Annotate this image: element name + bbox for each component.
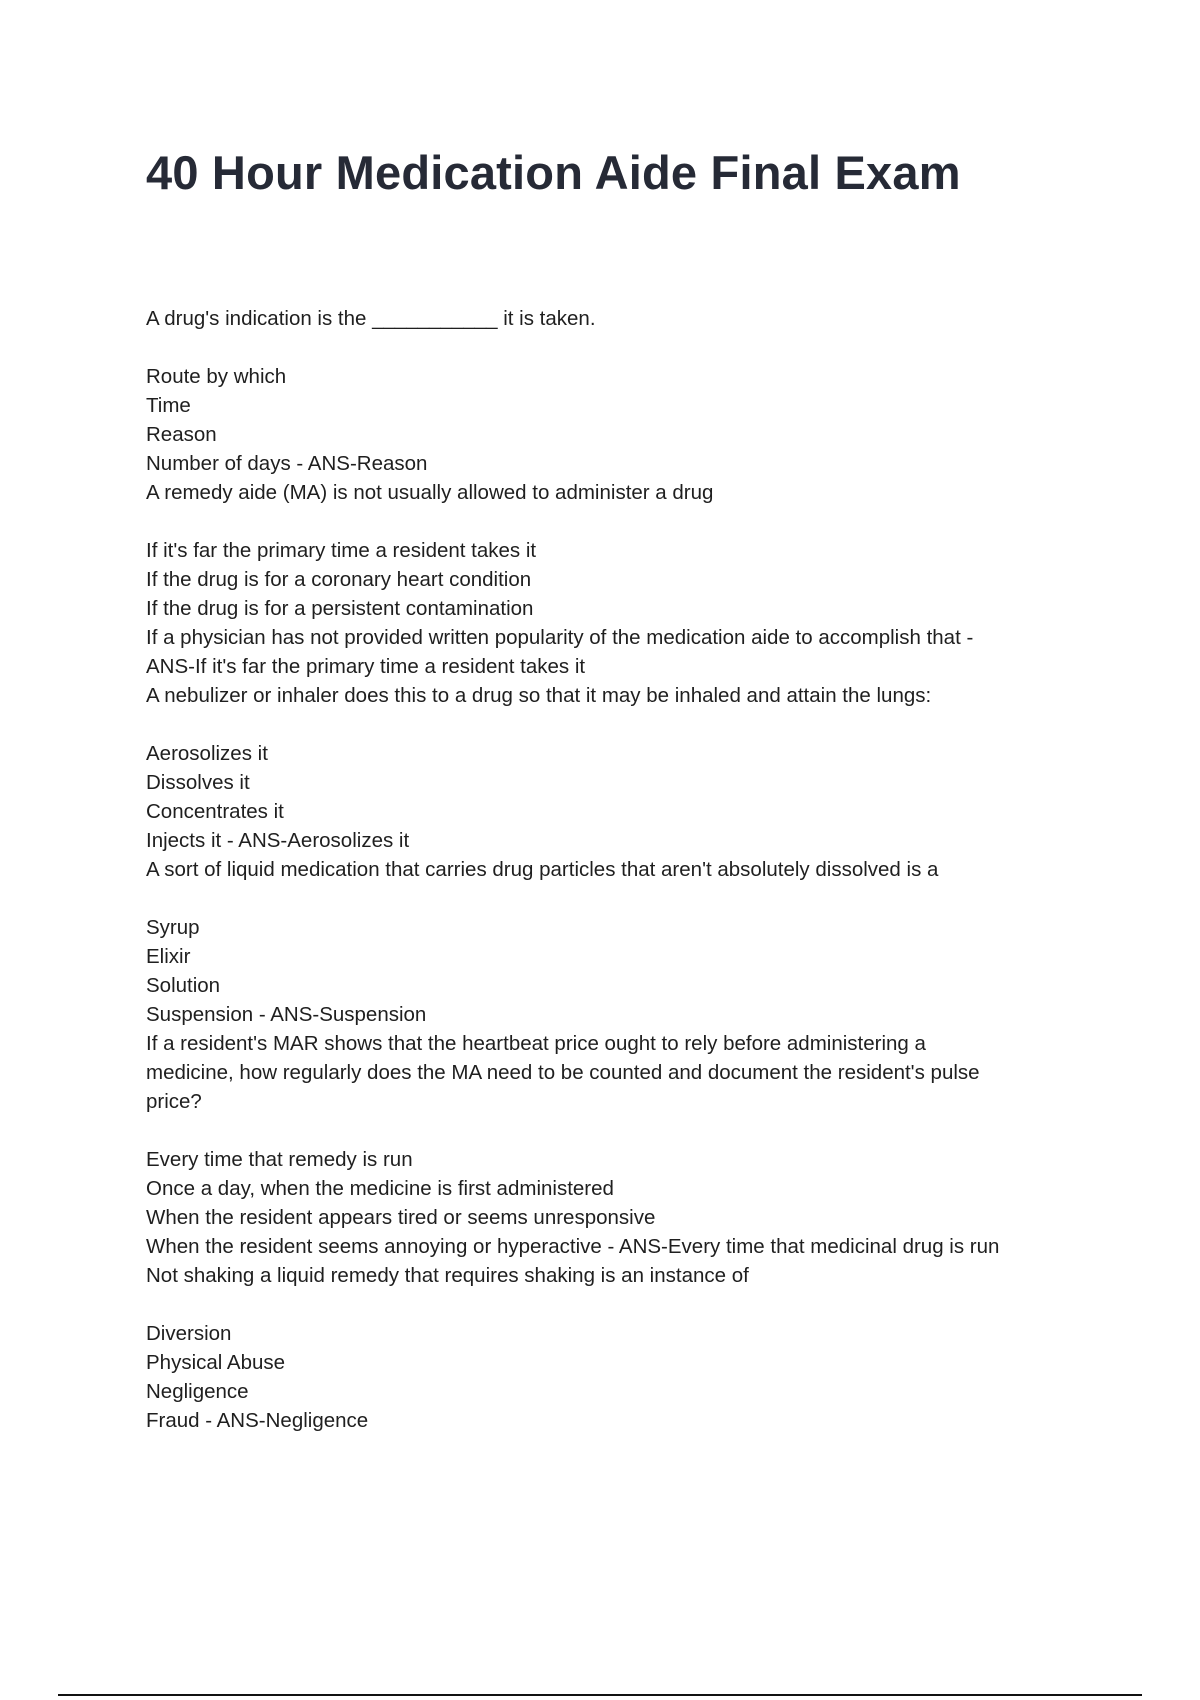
answer-option: Every time that remedy is run [146, 1148, 413, 1171]
question-prompt-line: medicine, how regularly does the MA need to be counted and document the resident's pulse [146, 1061, 980, 1084]
answer-option: If the drug is for a coronary heart condition [146, 568, 532, 591]
answer-key: ANS-If it's far the primary time a resident takes it [146, 655, 586, 678]
question-2 [146, 478, 1096, 681]
answer-option: Physical Abuse [146, 1351, 286, 1374]
answer-option: Syrup [146, 916, 200, 939]
paragraph-gap [146, 1290, 1096, 1319]
answer-option: Diversion [146, 1322, 232, 1345]
answer-option: Reason [146, 423, 217, 446]
question-prompt-line: price? [146, 1090, 202, 1113]
answer-option-with-answer: When the resident seems annoying or hyperactive - ANS-Every time that medicinal drug is run [146, 1235, 1000, 1258]
question-6 [146, 1261, 1096, 1435]
answer-option: Concentrates it [146, 800, 284, 823]
answer-option-with-answer: Injects it - ANS-Aerosolizes it [146, 829, 410, 852]
answer-option: Solution [146, 974, 221, 997]
exam-content [146, 304, 1096, 1435]
question-5 [146, 1029, 1096, 1261]
paragraph-gap [146, 710, 1096, 739]
answer-option-with-answer: Fraud - ANS-Negligence [146, 1409, 369, 1432]
answer-option-with-answer: Number of days - ANS-Reason [146, 452, 428, 475]
question-4 [146, 855, 1096, 1029]
question-3 [146, 681, 1096, 855]
question-prompt-line: If a resident's MAR shows that the heartbeat price ought to rely before administering a [146, 1032, 926, 1055]
paragraph-gap [146, 884, 1096, 913]
answer-option: When the resident appears tired or seems unresponsive [146, 1206, 656, 1229]
answer-option: If it's far the primary time a resident takes it [146, 539, 537, 562]
paragraph-gap [146, 507, 1096, 536]
page-title: 40 Hour Medication Aide Final Exam [146, 146, 961, 199]
answer-option: If a physician has not provided written popularity of the medication aide to accomplish that - [146, 626, 974, 649]
answer-option: Route by which [146, 365, 287, 388]
answer-option: Dissolves it [146, 771, 250, 794]
answer-option: Aerosolizes it [146, 742, 268, 765]
answer-option: If the drug is for a persistent contamination [146, 597, 534, 620]
answer-option: Once a day, when the medicine is first administered [146, 1177, 614, 1200]
paragraph-gap [146, 1116, 1096, 1145]
answer-option: Time [146, 394, 191, 417]
question-prompt: Not shaking a liquid remedy that requires shaking is an instance of [146, 1264, 749, 1287]
question-prompt: A nebulizer or inhaler does this to a drug so that it may be inhaled and attain the lungs: [146, 684, 932, 707]
question-1 [146, 304, 1096, 478]
question-prompt: A sort of liquid medication that carries drug particles that aren't absolutely dissolved is a [146, 858, 939, 881]
answer-option-with-answer: Suspension - ANS-Suspension [146, 1003, 427, 1026]
footer-divider [58, 1694, 1142, 1696]
answer-option: Negligence [146, 1380, 249, 1403]
question-prompt: A remedy aide (MA) is not usually allowed to administer a drug [146, 481, 714, 504]
question-prompt: A drug's indication is the ___________ it is taken. [146, 307, 596, 330]
paragraph-gap [146, 333, 1096, 362]
answer-option: Elixir [146, 945, 191, 968]
